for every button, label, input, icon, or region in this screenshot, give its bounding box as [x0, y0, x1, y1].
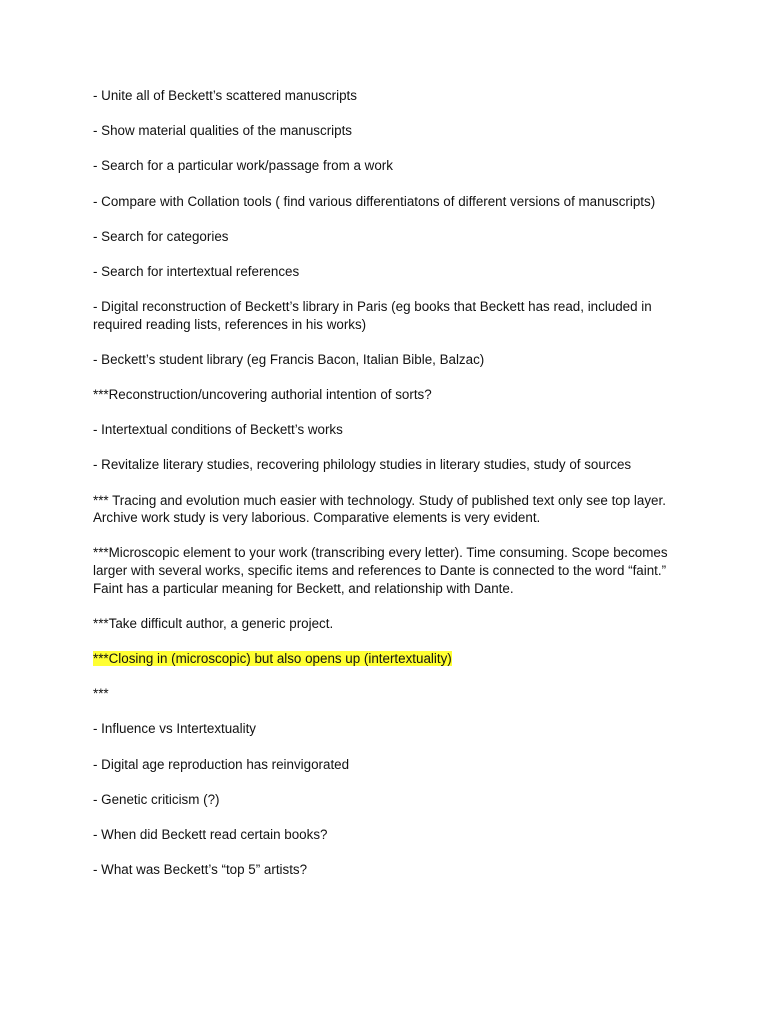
- note-paragraph: - Search for a particular work/passage from a work: [93, 158, 393, 174]
- note-paragraph: - Intertextual conditions of Beckett’s works: [93, 422, 343, 438]
- highlighted-text: ***Closing in (microscopic) but also opens up (intertextuality): [93, 651, 452, 666]
- note-paragraph: - Unite all of Beckett’s scattered manuscripts: [93, 88, 357, 103]
- note-paragraph: - Beckett’s student library (eg Francis Bacon, Italian Bible, Balzac): [93, 351, 485, 367]
- highlighted-paragraph: [93, 650, 683, 668]
- note-paragraph: - Show material qualities of the manuscripts: [93, 123, 352, 139]
- note-paragraph: ***Reconstruction/uncovering authorial intention of sorts?: [93, 387, 432, 403]
- note-paragraph: - Compare with Collation tools ( find various differentiatons of different versions of manuscripts): [93, 193, 656, 209]
- note-paragraph: *** Tracing and evolution much easier with technology. Study of published text only see top layer. Archive work study is very laborious. Comparative elements is very evident.: [93, 492, 666, 526]
- note-paragraph: - Search for intertextual references: [93, 263, 300, 279]
- note-paragraph: - Influence vs Intertextuality: [93, 721, 256, 737]
- note-paragraph: - Digital age reproduction has reinvigorated: [93, 756, 350, 772]
- note-paragraph: - When did Beckett read certain books?: [93, 826, 328, 842]
- notes-body: [93, 87, 683, 896]
- note-paragraph: ***Microscopic element to your work (transcribing every letter). Time consuming. Scope becomes larger with several works, specific items and references to Dante is connected to the word “faint.” Faint has a particular meaning for Beckett, and relationship with Dante.: [93, 545, 668, 596]
- note-paragraph: - Digital reconstruction of Beckett’s library in Paris (eg books that Beckett has read, included in required reading lists, references in his works): [93, 299, 652, 332]
- note-paragraph: - Revitalize literary studies, recovering philology studies in literary studies, study of sources: [93, 457, 632, 473]
- note-paragraph: - Genetic criticism (?): [93, 791, 220, 807]
- note-paragraph: ***: [93, 686, 109, 702]
- note-paragraph: - What was Beckett’s “top 5” artists?: [93, 862, 308, 878]
- note-paragraph: ***Take difficult author, a generic project.: [93, 615, 334, 631]
- note-paragraph: - Search for categories: [93, 228, 229, 244]
